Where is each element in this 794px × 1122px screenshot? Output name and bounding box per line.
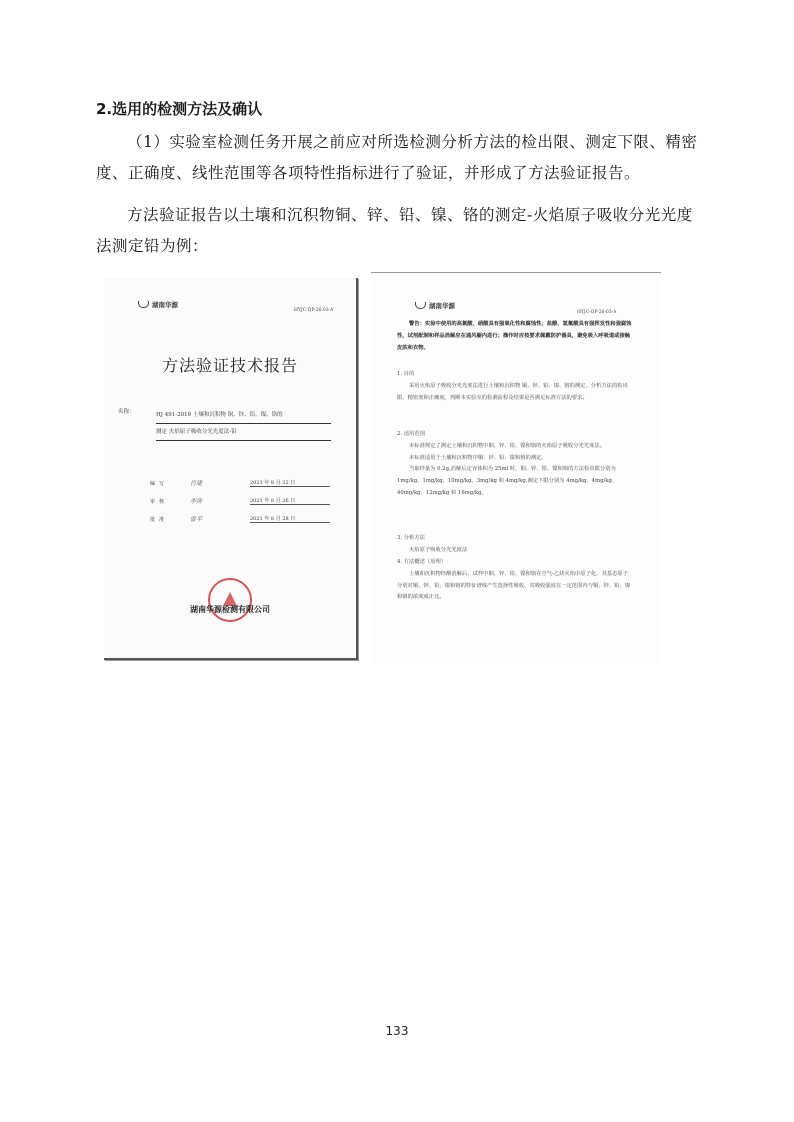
signature-date: 2021 年 8 月 22 日	[250, 479, 330, 487]
safety-warning: 警告：实验中使用的高氯酸、硝酸具有强氧化性和腐蚀性，盐酸、氢氟酸具有强挥发性和强腐蚀性，试剂配制和样品消解应在通风橱内进行；操作时应按要求佩戴防护器具，避免吸入呼吸道或接触皮肤和衣物。	[397, 321, 632, 351]
page-number: 133	[385, 1024, 409, 1038]
section-text: 当取样量为 0.2g,消解后定容体积为 25ml 时，铜、锌、铅、镍和铬的方法检出限分别为 1mg/kg、1mg/kg、10mg/kg、3mg/kg 和 4mg/kg,测定下限分别为 4mg/kg、4mg/kg、40mg/kg、12mg/kg 和 16mg/kg。	[397, 466, 618, 496]
section-text: 本标准规定了测定土壤和沉积物中铜、锌、铅、镍和铬的火焰原子吸收分光光度法。	[409, 442, 605, 449]
section-title: 1. 目的	[397, 371, 415, 377]
section-title: 3. 分析方法	[397, 535, 425, 541]
section-purpose	[397, 369, 633, 404]
signature: 肖建	[190, 480, 203, 487]
company-name: 湖南华源检测有限公司	[190, 605, 270, 614]
section-heading: 2.选用的检测方法及确认	[96, 100, 263, 118]
company-seal-icon	[208, 578, 252, 622]
section-text: 土壤和沉积物经酸消解后，试样中铜、锌、铅、镍和铬在空气-乙炔火焰中原子化，其基态原子分别对铜、锌、铅、镍和铬的特征谱线产生选择性吸收，其吸收强度在一定范围内与铜、锌、铅、镍和铬的浓度成正比。	[397, 570, 631, 601]
signature-label: 批准	[150, 517, 169, 523]
company-logo	[138, 300, 178, 309]
logo-icon	[138, 301, 149, 308]
report-title: 方法验证技术报告	[161, 356, 298, 375]
signature-label: 审核	[150, 499, 169, 505]
document-code: HYJC-QP-26-03-A	[294, 308, 334, 313]
report-cover-scan	[104, 278, 358, 660]
section-text: 本标准适用于土壤和沉积物中铜、锌、铅、镍和铬的测定。	[409, 454, 547, 461]
report-name-line2: 测定 火焰原子吸收分光光度法-铅	[156, 424, 331, 441]
logo-text: 湖南华源	[429, 302, 455, 310]
signature-date: 2021 年 8 月 28 日	[250, 515, 330, 523]
name-label: 名称：	[118, 409, 135, 415]
section-text: 采用火焰原子吸收分光光度法进行土壤和沉积物 铜、锌、铅、镍、铬的测定，分析方法的检出限、精密度和正确度，判断本实验室的检测流程及结果是否满足标准方法的要求。	[397, 382, 628, 401]
section-title: 4. 方法概述（原理）	[397, 559, 447, 565]
signature-label: 编写	[150, 481, 169, 487]
section-principle	[397, 557, 633, 604]
logo-text: 湖南华源	[152, 301, 178, 309]
signature-row-author	[150, 478, 330, 487]
document-code: HYJC-QP-26-03-A	[577, 310, 617, 315]
report-name-line1: HJ 491-2019 土壤和沉积物 铜、锌、铅、镍、铬的	[156, 407, 331, 424]
paragraph-example: 方法验证报告以土壤和沉积物铜、锌、铅、镍、铬的测定-火焰原子吸收分光光度法测定铅为例：	[96, 206, 693, 255]
report-name	[156, 407, 331, 441]
section-text: 火焰原子吸收分光光度法	[409, 546, 468, 553]
signature: 李涛	[190, 498, 203, 505]
report-body-scan	[371, 272, 661, 663]
section-method	[397, 533, 633, 557]
signature-row-reviewer	[150, 496, 330, 505]
signature: 曾平	[190, 516, 203, 523]
company-logo	[415, 301, 455, 310]
section-scope	[397, 429, 633, 500]
signature-row-approver	[150, 514, 330, 523]
paragraph-validation: （1）实验室检测任务开展之前应对所选检测分析方法的检出限、测定下限、精密度、正确度、线性范围等各项特性指标进行了验证，并形成了方法验证报告。	[96, 133, 698, 182]
signature-date: 2021 年 8 月 26 日	[250, 497, 330, 505]
logo-icon	[415, 302, 426, 309]
section-title: 2. 适用范围	[397, 431, 425, 437]
